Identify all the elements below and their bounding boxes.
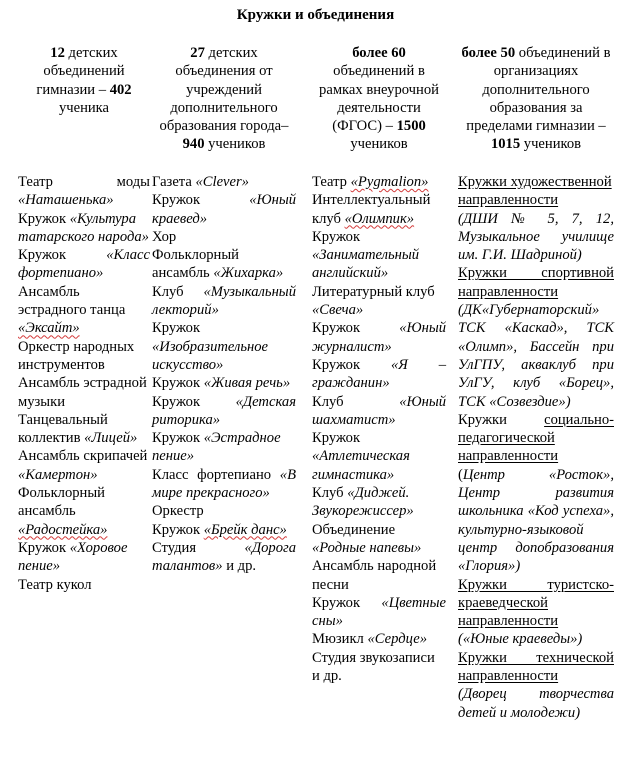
header-text: объединений в рамках внеурочной деятельности (ФГОС) –: [319, 63, 439, 135]
header-students: 1015: [490, 136, 521, 153]
header-extracurricular: [312, 44, 446, 154]
list-item: Кружок «Живая речь»: [152, 375, 291, 392]
list-item: Танцевальный коллектив «Лицей»: [18, 411, 138, 447]
list-item: Хор: [152, 228, 177, 245]
list-item: Ансамбль эстрадной музыки: [18, 375, 147, 410]
column-extracurricular: [312, 173, 446, 685]
list-item: Класс фортепиано «В мире прекрасного»: [152, 466, 296, 502]
group-social-body: (Центр «Росток», Центр развития школьника «Код успеха», культурно-языковой центр допобразования «Глория»): [458, 466, 614, 575]
list-item: Кружок «Занимательный английский»: [312, 228, 420, 282]
header-text: объединений в организациях дополнительного образования за пределами гимназии –: [466, 45, 611, 135]
list-item: Кружок «Брейк данс»: [152, 521, 287, 538]
list-item: Кружок «Хоровое пение»: [18, 539, 128, 575]
group-sport-body: (ДК«Губернаторский» ТСК «Каскад», ТСК «Олимп», Бассейн при УлГПУ, акваклуб при УлГУ, клуб «Борец», ТСК «Созвездие»): [458, 302, 614, 410]
list-item: Студия звукозаписи и др.: [312, 649, 435, 685]
list-item: Объединение «Родные напевы»: [312, 521, 422, 556]
column-city: [152, 173, 296, 576]
list-item: Кружок «Класс фортепиано»: [18, 247, 150, 282]
list-item: Ансамбль скрипачей «Камертон»: [18, 448, 148, 483]
list-item: Клуб «Диджей. Звукорежиссер»: [312, 485, 414, 520]
list-item: Кружок «Я – гражданин»: [312, 356, 446, 392]
header-tail: ученика: [58, 99, 110, 116]
header-count: 12: [50, 45, 65, 61]
list-item: Кружок «Юный краевед»: [152, 192, 296, 227]
group-sport-heading: Кружки спортивной направленности: [458, 265, 614, 300]
group-art-heading: Кружки художественной направленности: [458, 174, 612, 209]
list-item: Фольклорный ансамбль «Жихарка»: [152, 247, 284, 282]
group-tourism-body: («Юные краеведы»): [458, 631, 583, 648]
list-item: Кружок «Эстрадное пение»: [152, 430, 281, 465]
header-text: детских объединения от учреждений дополнительного образования города–: [159, 45, 289, 135]
list-item: Клуб «Музыкальный лекторий»: [152, 283, 296, 319]
group-art-body: (ДШИ № 5, 7, 12, Музыкальное училище им. Г.И. Шадриной): [458, 210, 614, 264]
header-students: 940: [182, 136, 205, 153]
list-item: Кружок «Изобразительное искусство»: [152, 320, 269, 373]
page-title: Кружки и объединения: [236, 7, 395, 23]
column-gymnasium: [18, 173, 150, 594]
group-tech-heading: Кружки технической направленности: [458, 649, 614, 685]
list-item: Кружок «Детская риторика»: [152, 393, 296, 428]
list-item: Кружок «Атлетическая гимнастика»: [312, 430, 410, 483]
group-social-heading: Кружки социально-педагогической направленности: [458, 411, 614, 465]
list-item: Кружок «Юный журналист»: [312, 320, 446, 355]
list-item: Кружок «Культура татарского народа»: [18, 210, 149, 245]
list-item: Мюзикл «Сердце»: [312, 631, 428, 648]
list-item: Литературный клуб «Свеча»: [312, 283, 435, 319]
list-item: Ансамбль эстрадного танца «Эксайт»: [18, 283, 126, 337]
list-item: Фольклорный ансамбль «Радостейка»: [18, 485, 108, 538]
header-external: [458, 44, 614, 154]
list-item: Клуб «Юный шахматист»: [312, 393, 446, 428]
list-item: Оркестр: [152, 503, 204, 520]
header-gymnasium: [18, 44, 150, 117]
list-item: Интеллектуальный клуб «Олимпик»: [312, 192, 431, 227]
list-item: Театр моды «Наташенька»: [18, 174, 150, 209]
header-tail: учеников: [520, 136, 582, 153]
header-count: 27: [190, 45, 205, 61]
header-count: более 60: [352, 45, 406, 61]
group-tech-body: (Дворец творчества детей и молодежи): [458, 686, 614, 721]
column-external: [458, 173, 614, 722]
header-students: 1500: [396, 118, 426, 135]
header-tail: учеников: [204, 136, 266, 153]
list-item: Театр кукол: [18, 576, 92, 593]
list-item: Газета «Clever»: [152, 174, 249, 190]
list-item: Студия «Дорога талантов» и др.: [152, 539, 296, 575]
header-tail: учеников: [350, 136, 408, 153]
header-text: детских объединений гимназии –: [36, 45, 125, 98]
header-city: [152, 44, 296, 154]
group-tourism-heading: Кружки туристско-краеведческой направленности: [458, 576, 614, 630]
header-students: 402: [109, 81, 132, 98]
list-item: Кружок «Цветные сны»: [312, 594, 446, 630]
header-count: более 50: [461, 45, 516, 61]
list-item: Оркестр народных инструментов: [18, 338, 135, 373]
list-item: Театр «Pygmalion»: [312, 174, 429, 190]
list-item: Ансамбль народной песни: [312, 558, 437, 593]
